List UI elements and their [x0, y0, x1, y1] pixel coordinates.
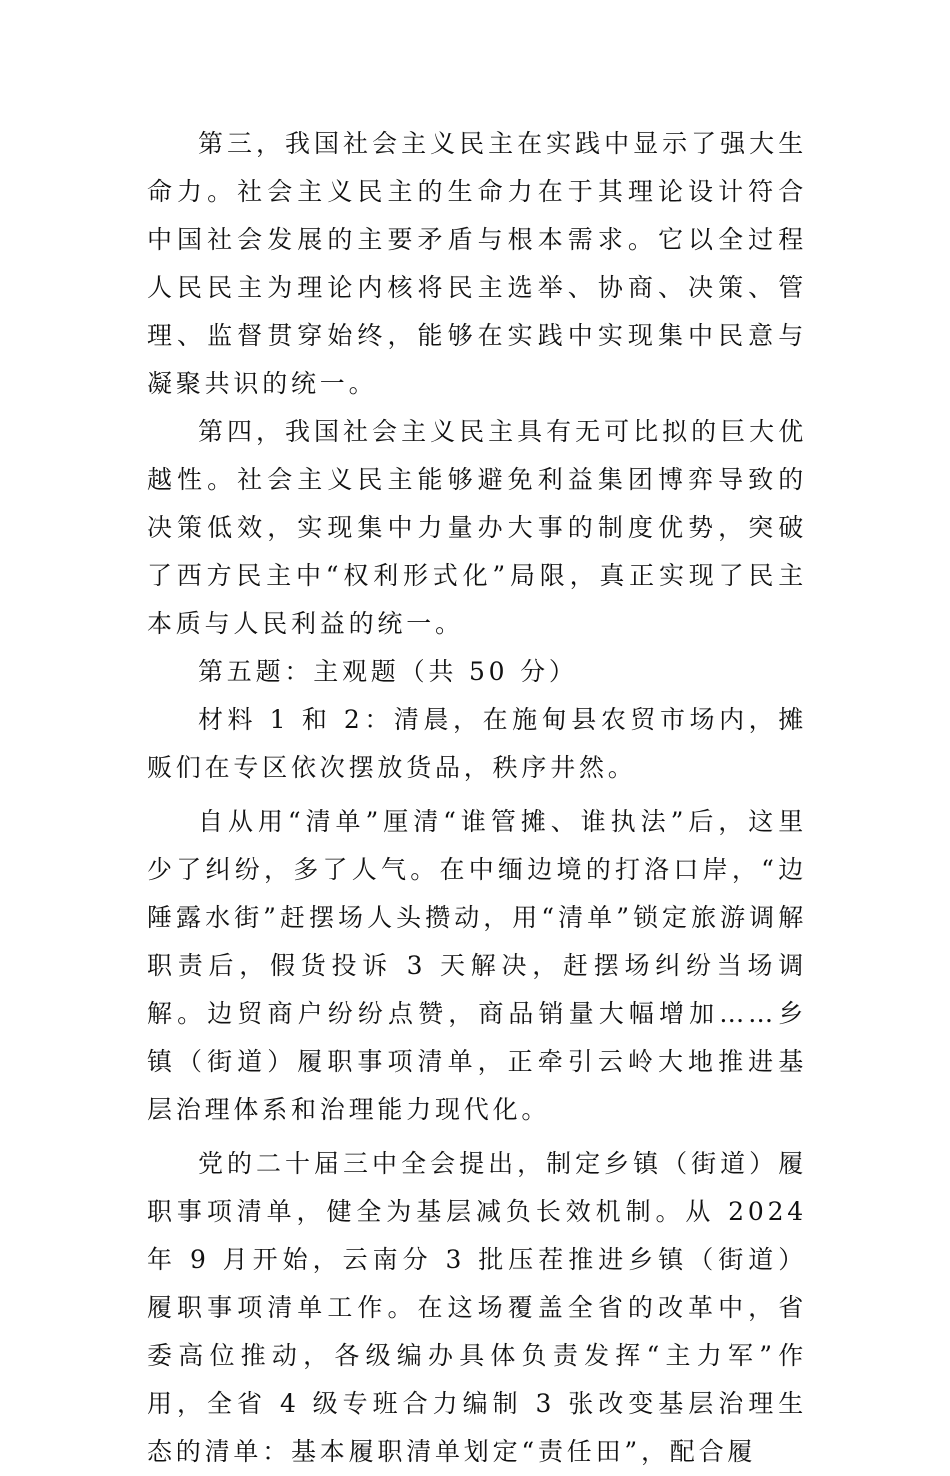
document-body — [147, 120, 807, 1476]
material-checklist-paragraph: 自从用“清单”厘清“谁管摊、谁执法”后，这里少了纠纷，多了人气。在中缅边境的打洛口岸，“边陲露水街”赶摆场人头攒动，用“清单”锁定旅游调解职责后，假货投诉 3 天解决，赶摆场纠纷当场调解。边贸商户纷纷点赞，商品销量大幅增加……乡镇（街道）履职事项清单，正牵引云岭大地推进基层治理体系和治理能力现代化。 — [147, 807, 807, 1124]
question-five-heading: 第五题：主观题（共 50 分） — [198, 657, 578, 686]
material-intro-paragraph: 材料 1 和 2：清晨，在施甸县农贸市场内，摊贩们在专区依次摆放货品，秩序井然。 — [147, 705, 807, 782]
paragraph-fourth-point: 第四，我国社会主义民主具有无可比拟的巨大优越性。社会主义民主能够避免利益集团博弈导致的决策低效，实现集中力量办大事的制度优势，突破了西方民主中“权利形式化”局限，真正实现了民主本质与人民利益的统一。 — [147, 417, 807, 638]
paragraph-third-point: 第三，我国社会主义民主在实践中显示了强大生命力。社会主义民主的生命力在于其理论设计符合中国社会发展的主要矛盾与根本需求。它以全过程人民民主为理论内核将民主选举、协商、决策、管理、监督贯穿始终，能够在实践中实现集中民意与凝聚共识的统一。 — [147, 129, 807, 398]
material-plenum-paragraph: 党的二十届三中全会提出，制定乡镇（街道）履职事项清单，健全为基层减负长效机制。从 2024 年 9 月开始，云南分 3 批压茬推进乡镇（街道）履职事项清单工作。在这场覆盖全省的改革中，省委高位推动，各级编办具体负责发挥“主力军”作用，全省 4 级专班合力编制 3 张改变基层治理生态的清单：基本履职清单划定“责任田”，配合履 — [147, 1149, 807, 1466]
